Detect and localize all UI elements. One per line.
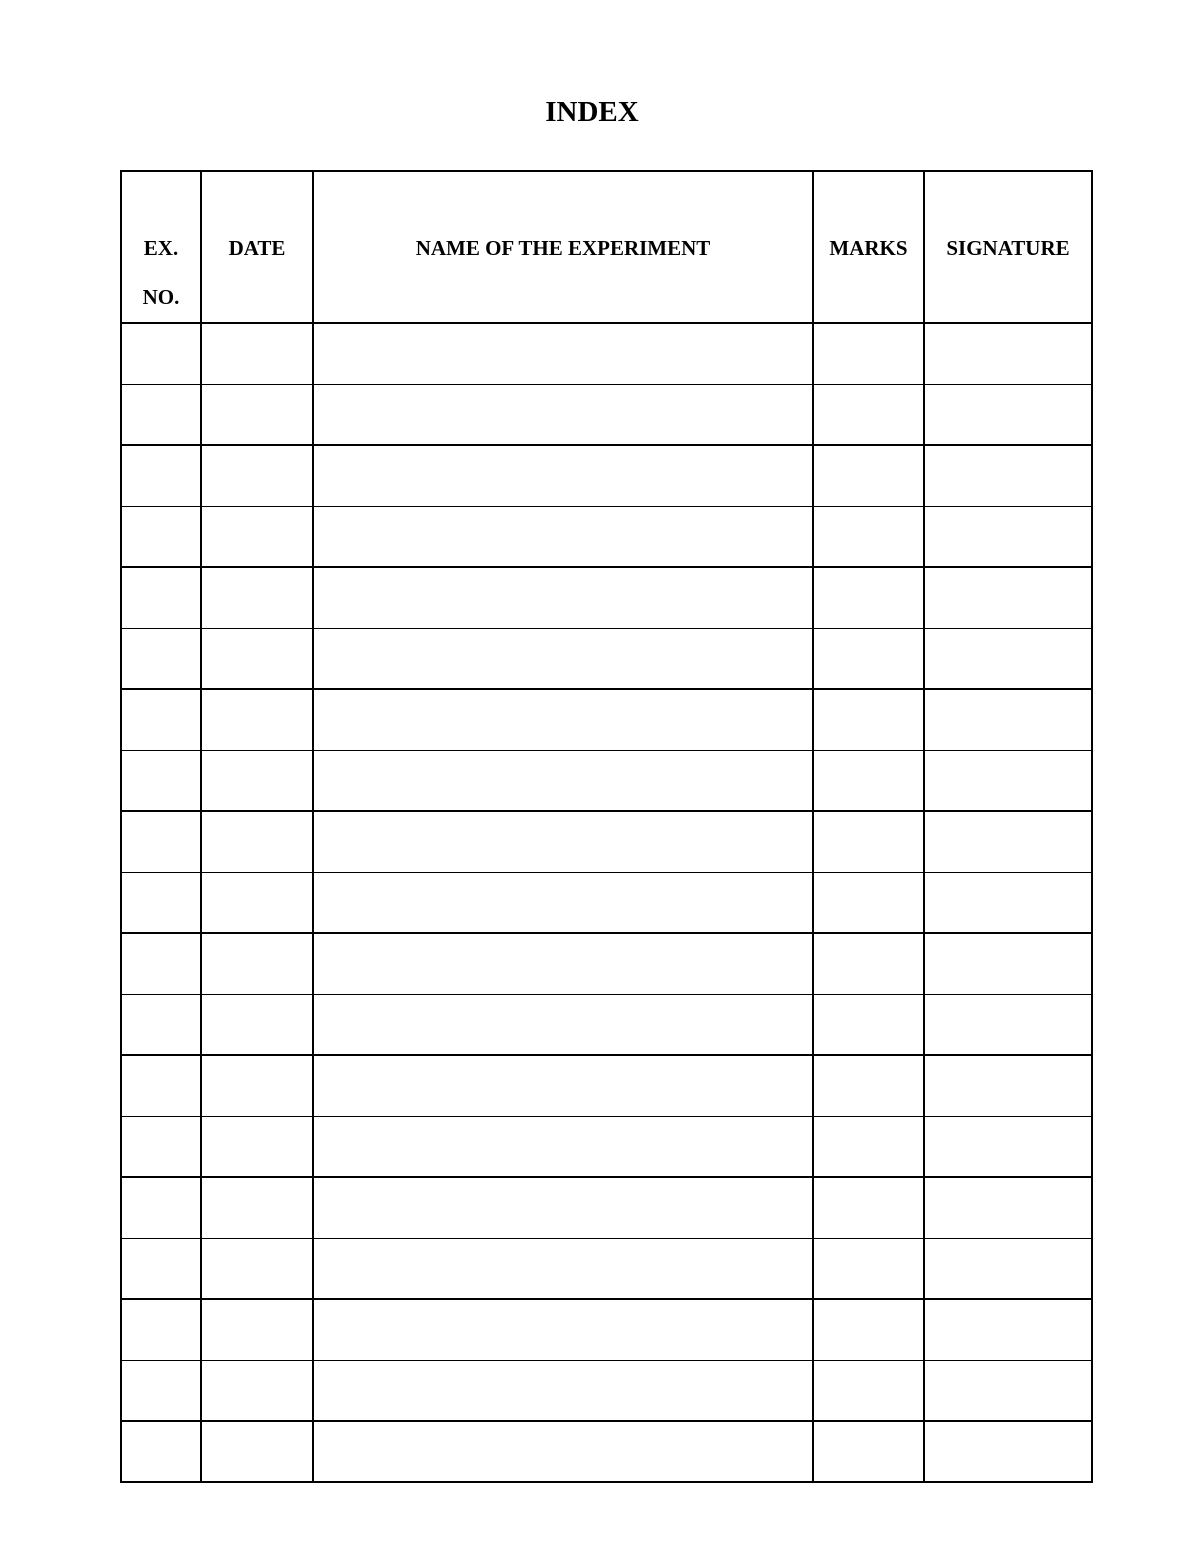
- cell-experiment-name: [313, 628, 813, 689]
- cell-marks: [813, 1360, 924, 1421]
- cell-signature: [924, 445, 1092, 506]
- header-experiment-name: NAME OF THE EXPERIMENT: [313, 171, 813, 323]
- cell-marks: [813, 323, 924, 384]
- cell-ex-no: [121, 994, 201, 1055]
- cell-signature: [924, 1421, 1092, 1482]
- cell-date: [201, 689, 313, 750]
- cell-marks: [813, 1055, 924, 1116]
- cell-date: [201, 1116, 313, 1177]
- cell-experiment-name: [313, 1421, 813, 1482]
- cell-marks: [813, 1116, 924, 1177]
- cell-ex-no: [121, 1055, 201, 1116]
- header-date: DATE: [201, 171, 313, 323]
- cell-date: [201, 1238, 313, 1299]
- cell-date: [201, 628, 313, 689]
- cell-experiment-name: [313, 567, 813, 628]
- cell-date: [201, 323, 313, 384]
- cell-signature: [924, 811, 1092, 872]
- table-row: [121, 750, 1092, 811]
- cell-signature: [924, 1238, 1092, 1299]
- table-row: [121, 1116, 1092, 1177]
- cell-date: [201, 750, 313, 811]
- cell-marks: [813, 506, 924, 567]
- cell-ex-no: [121, 628, 201, 689]
- cell-signature: [924, 628, 1092, 689]
- cell-date: [201, 1299, 313, 1360]
- cell-experiment-name: [313, 384, 813, 445]
- cell-marks: [813, 1299, 924, 1360]
- table-row: [121, 1299, 1092, 1360]
- cell-signature: [924, 384, 1092, 445]
- cell-marks: [813, 872, 924, 933]
- table-row: [121, 1238, 1092, 1299]
- table-row: [121, 628, 1092, 689]
- cell-signature: [924, 567, 1092, 628]
- page-title: INDEX: [545, 96, 639, 128]
- cell-ex-no: [121, 750, 201, 811]
- table-row: [121, 567, 1092, 628]
- cell-date: [201, 1360, 313, 1421]
- header-ex-no-line1: EX.: [143, 236, 179, 260]
- cell-ex-no: [121, 1421, 201, 1482]
- cell-experiment-name: [313, 1055, 813, 1116]
- cell-marks: [813, 689, 924, 750]
- table-row: [121, 384, 1092, 445]
- cell-signature: [924, 689, 1092, 750]
- cell-date: [201, 872, 313, 933]
- cell-signature: [924, 994, 1092, 1055]
- cell-experiment-name: [313, 1360, 813, 1421]
- cell-date: [201, 994, 313, 1055]
- table-row: [121, 933, 1092, 994]
- cell-ex-no: [121, 445, 201, 506]
- cell-marks: [813, 384, 924, 445]
- cell-signature: [924, 872, 1092, 933]
- cell-marks: [813, 1421, 924, 1482]
- cell-marks: [813, 628, 924, 689]
- cell-ex-no: [121, 689, 201, 750]
- cell-experiment-name: [313, 811, 813, 872]
- table-row: [121, 1177, 1092, 1238]
- cell-signature: [924, 323, 1092, 384]
- cell-marks: [813, 750, 924, 811]
- cell-date: [201, 1177, 313, 1238]
- cell-ex-no: [121, 933, 201, 994]
- cell-experiment-name: [313, 323, 813, 384]
- cell-ex-no: [121, 506, 201, 567]
- cell-signature: [924, 933, 1092, 994]
- cell-marks: [813, 811, 924, 872]
- cell-date: [201, 1055, 313, 1116]
- header-ex-no: [121, 171, 201, 323]
- cell-ex-no: [121, 323, 201, 384]
- header-signature: SIGNATURE: [924, 171, 1092, 323]
- cell-signature: [924, 506, 1092, 567]
- cell-experiment-name: [313, 1238, 813, 1299]
- cell-experiment-name: [313, 1177, 813, 1238]
- cell-marks: [813, 445, 924, 506]
- cell-marks: [813, 567, 924, 628]
- table-row: [121, 994, 1092, 1055]
- table-row: [121, 1360, 1092, 1421]
- cell-date: [201, 1421, 313, 1482]
- cell-date: [201, 567, 313, 628]
- cell-marks: [813, 933, 924, 994]
- cell-date: [201, 933, 313, 994]
- cell-ex-no: [121, 1360, 201, 1421]
- cell-experiment-name: [313, 689, 813, 750]
- cell-date: [201, 445, 313, 506]
- cell-ex-no: [121, 1116, 201, 1177]
- cell-signature: [924, 750, 1092, 811]
- cell-experiment-name: [313, 872, 813, 933]
- cell-experiment-name: [313, 994, 813, 1055]
- cell-ex-no: [121, 811, 201, 872]
- table-row: [121, 872, 1092, 933]
- table-row: [121, 323, 1092, 384]
- index-table: [120, 170, 1093, 1483]
- cell-ex-no: [121, 1299, 201, 1360]
- cell-marks: [813, 1177, 924, 1238]
- cell-ex-no: [121, 872, 201, 933]
- cell-marks: [813, 1238, 924, 1299]
- cell-experiment-name: [313, 1116, 813, 1177]
- cell-ex-no: [121, 1238, 201, 1299]
- cell-date: [201, 506, 313, 567]
- cell-experiment-name: [313, 1299, 813, 1360]
- cell-date: [201, 384, 313, 445]
- header-marks: MARKS: [813, 171, 924, 323]
- table-row: [121, 445, 1092, 506]
- index-table-body: [121, 323, 1092, 1482]
- table-row: [121, 689, 1092, 750]
- cell-signature: [924, 1116, 1092, 1177]
- cell-ex-no: [121, 384, 201, 445]
- cell-signature: [924, 1177, 1092, 1238]
- header-ex-no-line2: NO.: [142, 285, 180, 309]
- cell-signature: [924, 1055, 1092, 1116]
- table-row: [121, 506, 1092, 567]
- cell-signature: [924, 1360, 1092, 1421]
- cell-signature: [924, 1299, 1092, 1360]
- cell-experiment-name: [313, 506, 813, 567]
- table-row: [121, 1055, 1092, 1116]
- cell-ex-no: [121, 1177, 201, 1238]
- cell-experiment-name: [313, 445, 813, 506]
- cell-experiment-name: [313, 933, 813, 994]
- cell-experiment-name: [313, 750, 813, 811]
- cell-ex-no: [121, 567, 201, 628]
- cell-date: [201, 811, 313, 872]
- table-row: [121, 1421, 1092, 1482]
- header-row: [121, 171, 1092, 323]
- table-row: [121, 811, 1092, 872]
- cell-marks: [813, 994, 924, 1055]
